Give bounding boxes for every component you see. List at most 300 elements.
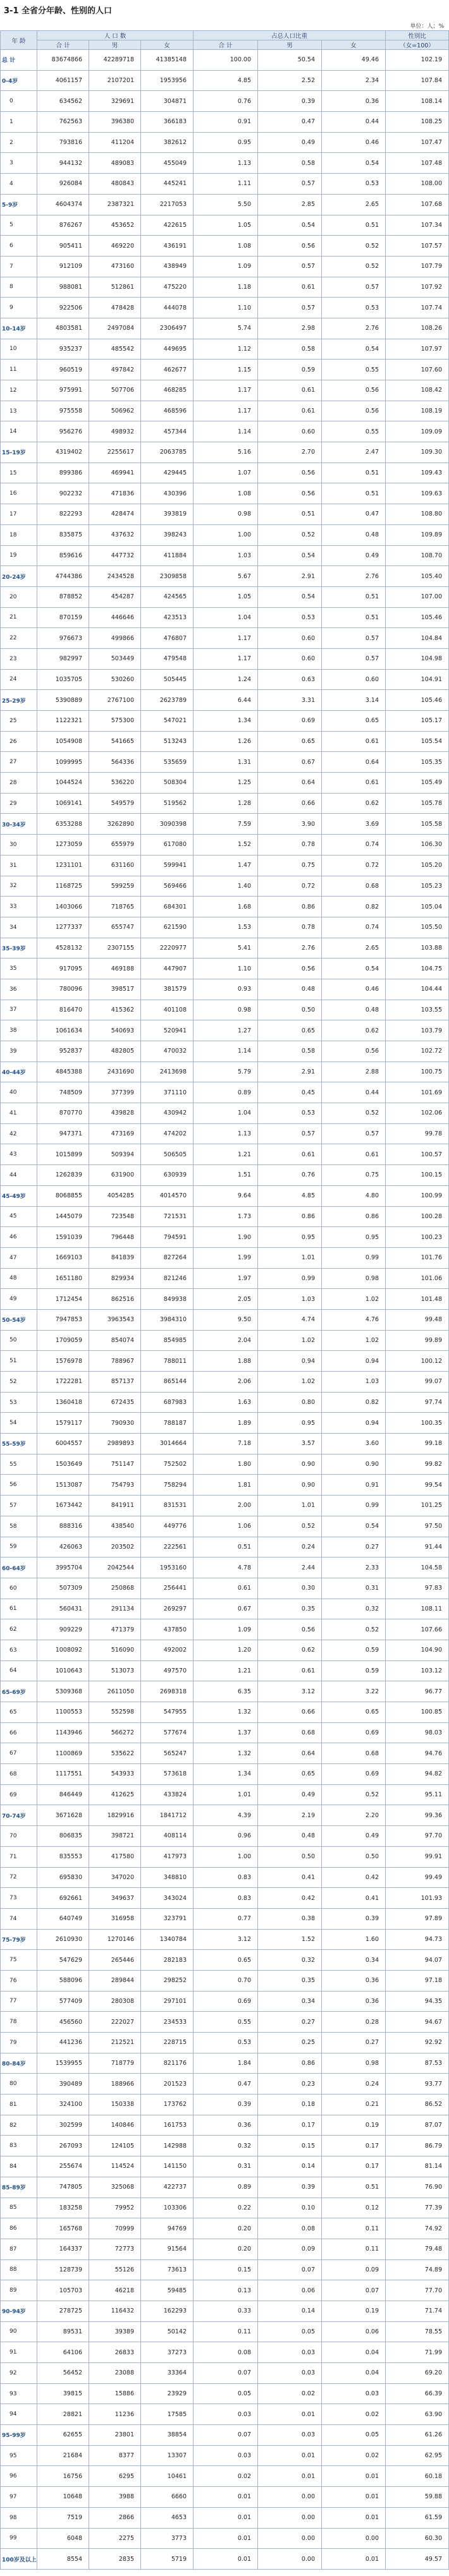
population-male-cell: 2307155 bbox=[89, 938, 141, 959]
age-cell: 5-9岁 bbox=[1, 195, 37, 215]
share-total-cell: 0.01 bbox=[194, 2508, 258, 2529]
share-female-cell: 0.53 bbox=[322, 174, 386, 195]
population-total-cell: 62655 bbox=[37, 2425, 89, 2446]
share-male-cell: 0.10 bbox=[258, 2198, 322, 2219]
population-male-cell: 291134 bbox=[89, 1599, 141, 1620]
header-sex-ratio-note: （女=100） bbox=[386, 40, 449, 50]
age-cell: 2 bbox=[1, 133, 37, 154]
share-total-cell: 0.31 bbox=[194, 2156, 258, 2177]
sex-ratio-cell: 105.46 bbox=[386, 690, 449, 711]
population-male-cell: 203502 bbox=[89, 1537, 141, 1558]
age-cell: 71 bbox=[1, 1847, 37, 1868]
sex-ratio-cell: 100.28 bbox=[386, 1207, 449, 1228]
sex-ratio-cell: 87.53 bbox=[386, 2053, 449, 2074]
sex-ratio-cell: 87.07 bbox=[386, 2115, 449, 2136]
share-male-cell: 0.61 bbox=[258, 1661, 322, 1682]
share-male-cell: 0.52 bbox=[258, 525, 322, 546]
sex-ratio-cell: 99.91 bbox=[386, 1847, 449, 1868]
share-female-cell: 0.90 bbox=[322, 1454, 386, 1475]
age-cell: 40-44岁 bbox=[1, 1062, 37, 1083]
share-female-cell: 0.74 bbox=[322, 917, 386, 938]
population-female-cell: 788011 bbox=[141, 1351, 194, 1372]
share-female-cell: 0.19 bbox=[322, 2301, 386, 2322]
age-cell: 25-29岁 bbox=[1, 690, 37, 711]
population-female-cell: 411884 bbox=[141, 546, 194, 567]
population-total-cell: 947371 bbox=[37, 1124, 89, 1145]
population-male-cell: 2275 bbox=[89, 2529, 141, 2549]
population-female-cell: 430942 bbox=[141, 1103, 194, 1124]
sex-ratio-cell: 101.06 bbox=[386, 1269, 449, 1290]
population-female-cell: 398243 bbox=[141, 525, 194, 546]
share-male-cell: 0.75 bbox=[258, 856, 322, 876]
population-total-cell: 105703 bbox=[37, 2280, 89, 2301]
population-female-cell: 508304 bbox=[141, 773, 194, 794]
age-cell: 66 bbox=[1, 1723, 37, 1744]
share-female-cell: 0.69 bbox=[322, 1764, 386, 1785]
age-cell: 89 bbox=[1, 2280, 37, 2301]
share-female-cell: 3.22 bbox=[322, 1681, 386, 1702]
header-population: 人 口 数 bbox=[37, 31, 194, 40]
population-total-cell: 747805 bbox=[37, 2177, 89, 2198]
sex-ratio-cell: 104.84 bbox=[386, 628, 449, 649]
share-male-cell: 1.52 bbox=[258, 1930, 322, 1950]
share-female-cell: 0.00 bbox=[322, 2529, 386, 2549]
population-total-cell: 183258 bbox=[37, 2198, 89, 2219]
population-female-cell: 161753 bbox=[141, 2115, 194, 2136]
share-total-cell: 1.10 bbox=[194, 298, 258, 318]
population-male-cell: 26833 bbox=[89, 2342, 141, 2363]
sex-ratio-cell: 93.77 bbox=[386, 2074, 449, 2095]
share-male-cell: 0.66 bbox=[258, 794, 322, 814]
share-female-cell: 2.88 bbox=[322, 1062, 386, 1083]
population-female-cell: 565247 bbox=[141, 1743, 194, 1764]
population-total-cell: 762563 bbox=[37, 112, 89, 133]
population-female-cell: 304871 bbox=[141, 91, 194, 112]
share-total-cell: 0.33 bbox=[194, 2301, 258, 2322]
sex-ratio-cell: 74.92 bbox=[386, 2218, 449, 2239]
population-male-cell: 2989893 bbox=[89, 1434, 141, 1454]
population-total-cell: 859616 bbox=[37, 546, 89, 567]
population-total-cell: 1015899 bbox=[37, 1144, 89, 1165]
population-female-cell: 162293 bbox=[141, 2301, 194, 2322]
share-male-cell: 0.03 bbox=[258, 2425, 322, 2446]
population-female-cell: 2220977 bbox=[141, 938, 194, 959]
share-total-cell: 1.08 bbox=[194, 483, 258, 504]
population-male-cell: 718765 bbox=[89, 897, 141, 917]
age-cell: 0 bbox=[1, 91, 37, 112]
population-female-cell: 1841712 bbox=[141, 1805, 194, 1826]
population-male-cell: 3963543 bbox=[89, 1310, 141, 1331]
population-female-cell: 569466 bbox=[141, 876, 194, 897]
population-female-cell: 758294 bbox=[141, 1475, 194, 1496]
population-male-cell: 377399 bbox=[89, 1082, 141, 1103]
population-male-cell: 790930 bbox=[89, 1413, 141, 1434]
share-total-cell: 0.05 bbox=[194, 2384, 258, 2405]
share-male-cell: 0.64 bbox=[258, 773, 322, 794]
share-female-cell: 0.36 bbox=[322, 1971, 386, 1992]
sex-ratio-cell: 86.52 bbox=[386, 2095, 449, 2115]
share-male-cell: 0.14 bbox=[258, 2156, 322, 2177]
share-male-cell: 0.00 bbox=[258, 2549, 322, 2570]
share-female-cell: 0.12 bbox=[322, 2198, 386, 2219]
share-male-cell: 0.48 bbox=[258, 1826, 322, 1847]
sex-ratio-cell: 99.07 bbox=[386, 1372, 449, 1393]
header-share-male: 男 bbox=[258, 40, 322, 50]
sex-ratio-cell: 107.60 bbox=[386, 360, 449, 380]
population-total-cell: 1099995 bbox=[37, 752, 89, 773]
share-male-cell: 0.65 bbox=[258, 732, 322, 753]
population-female-cell: 827264 bbox=[141, 1248, 194, 1269]
share-total-cell: 0.83 bbox=[194, 1868, 258, 1889]
population-female-cell: 382612 bbox=[141, 133, 194, 154]
share-female-cell: 0.99 bbox=[322, 1248, 386, 1269]
population-female-cell: 73613 bbox=[141, 2260, 194, 2281]
sex-ratio-cell: 99.89 bbox=[386, 1331, 449, 1351]
share-female-cell: 0.19 bbox=[322, 2115, 386, 2136]
age-cell: 80 bbox=[1, 2074, 37, 2095]
share-female-cell: 0.24 bbox=[322, 2074, 386, 2095]
share-total-cell: 1.28 bbox=[194, 794, 258, 814]
population-female-cell: 447907 bbox=[141, 958, 194, 979]
population-female-cell: 513243 bbox=[141, 732, 194, 753]
population-female-cell: 38854 bbox=[141, 2425, 194, 2446]
age-cell: 60-64岁 bbox=[1, 1557, 37, 1578]
share-male-cell: 0.63 bbox=[258, 670, 322, 691]
share-total-cell: 1.88 bbox=[194, 1351, 258, 1372]
population-total-cell: 1445079 bbox=[37, 1207, 89, 1228]
age-cell: 88 bbox=[1, 2260, 37, 2281]
population-female-cell: 6660 bbox=[141, 2487, 194, 2508]
share-female-cell: 2.47 bbox=[322, 442, 386, 463]
share-total-cell: 0.03 bbox=[194, 2446, 258, 2467]
share-male-cell: 0.58 bbox=[258, 153, 322, 174]
population-female-cell: 343024 bbox=[141, 1888, 194, 1909]
population-male-cell: 23801 bbox=[89, 2425, 141, 2446]
share-female-cell: 0.94 bbox=[322, 1351, 386, 1372]
share-total-cell: 1.15 bbox=[194, 360, 258, 380]
population-female-cell: 479548 bbox=[141, 649, 194, 670]
share-total-cell: 7.18 bbox=[194, 1434, 258, 1454]
sex-ratio-cell: 100.85 bbox=[386, 1702, 449, 1723]
population-female-cell: 497570 bbox=[141, 1661, 194, 1682]
share-total-cell: 0.39 bbox=[194, 2095, 258, 2115]
share-male-cell: 0.95 bbox=[258, 1413, 322, 1434]
sex-ratio-cell: 103.88 bbox=[386, 938, 449, 959]
age-cell: 28 bbox=[1, 773, 37, 794]
age-cell: 5 bbox=[1, 215, 37, 236]
population-female-cell: 468285 bbox=[141, 380, 194, 401]
share-female-cell: 0.39 bbox=[322, 1909, 386, 1930]
population-total-cell: 944132 bbox=[37, 153, 89, 174]
sex-ratio-cell: 100.15 bbox=[386, 1165, 449, 1186]
sex-ratio-cell: 108.26 bbox=[386, 318, 449, 339]
header-share-total: 合 计 bbox=[194, 40, 258, 50]
population-total-cell: 7947853 bbox=[37, 1310, 89, 1331]
age-cell: 34 bbox=[1, 917, 37, 938]
age-cell: 31 bbox=[1, 856, 37, 876]
population-female-cell: 348810 bbox=[141, 1868, 194, 1889]
population-female-cell: 5719 bbox=[141, 2549, 194, 2570]
share-total-cell: 1.06 bbox=[194, 1516, 258, 1537]
share-total-cell: 0.03 bbox=[194, 2404, 258, 2425]
population-total-cell: 695830 bbox=[37, 1868, 89, 1889]
share-female-cell: 0.74 bbox=[322, 835, 386, 856]
age-cell: 43 bbox=[1, 1144, 37, 1165]
share-male-cell: 0.35 bbox=[258, 1599, 322, 1620]
sex-ratio-cell: 78.55 bbox=[386, 2322, 449, 2343]
population-male-cell: 655979 bbox=[89, 835, 141, 856]
population-total-cell: 1168725 bbox=[37, 876, 89, 897]
share-male-cell: 0.80 bbox=[258, 1393, 322, 1413]
population-male-cell: 70999 bbox=[89, 2218, 141, 2239]
share-female-cell: 0.69 bbox=[322, 1723, 386, 1744]
sex-ratio-cell: 66.39 bbox=[386, 2384, 449, 2405]
sex-ratio-cell: 76.90 bbox=[386, 2177, 449, 2198]
age-cell: 55-59岁 bbox=[1, 1434, 37, 1454]
population-male-cell: 2767100 bbox=[89, 690, 141, 711]
header-age: 年 龄 bbox=[1, 31, 37, 50]
sex-ratio-cell: 100.23 bbox=[386, 1227, 449, 1248]
share-total-cell: 1.24 bbox=[194, 670, 258, 691]
population-male-cell: 723548 bbox=[89, 1207, 141, 1228]
population-male-cell: 469188 bbox=[89, 958, 141, 979]
sex-ratio-cell: 107.48 bbox=[386, 153, 449, 174]
share-male-cell: 0.49 bbox=[258, 1785, 322, 1806]
population-total-cell: 1117551 bbox=[37, 1764, 89, 1785]
population-female-cell: 59485 bbox=[141, 2280, 194, 2301]
share-total-cell: 0.83 bbox=[194, 1888, 258, 1909]
population-total-cell: 1403066 bbox=[37, 897, 89, 917]
share-male-cell: 0.58 bbox=[258, 339, 322, 360]
population-male-cell: 347020 bbox=[89, 1868, 141, 1889]
sex-ratio-cell: 108.42 bbox=[386, 380, 449, 401]
share-female-cell: 0.04 bbox=[322, 2342, 386, 2363]
share-male-cell: 0.90 bbox=[258, 1475, 322, 1496]
sex-ratio-cell: 109.30 bbox=[386, 442, 449, 463]
share-total-cell: 3.12 bbox=[194, 1930, 258, 1950]
age-cell: 74 bbox=[1, 1909, 37, 1930]
share-female-cell: 0.54 bbox=[322, 1516, 386, 1537]
sex-ratio-cell: 104.58 bbox=[386, 1557, 449, 1578]
population-total-cell: 634562 bbox=[37, 91, 89, 112]
sex-ratio-cell: 108.70 bbox=[386, 546, 449, 567]
population-total-cell: 870159 bbox=[37, 608, 89, 629]
share-total-cell: 4.39 bbox=[194, 1805, 258, 1826]
population-total-cell: 577409 bbox=[37, 1992, 89, 2012]
population-female-cell: 366183 bbox=[141, 112, 194, 133]
share-female-cell: 1.03 bbox=[322, 1372, 386, 1393]
population-total-cell: 441236 bbox=[37, 2033, 89, 2053]
share-total-cell: 0.98 bbox=[194, 504, 258, 525]
share-total-cell: 0.51 bbox=[194, 1537, 258, 1558]
age-cell: 18 bbox=[1, 525, 37, 546]
population-male-cell: 250868 bbox=[89, 1578, 141, 1599]
age-cell: 65-69岁 bbox=[1, 1681, 37, 1702]
share-female-cell: 0.01 bbox=[322, 2549, 386, 2570]
population-male-cell: 796448 bbox=[89, 1227, 141, 1248]
population-female-cell: 547021 bbox=[141, 711, 194, 732]
population-total-cell: 1673442 bbox=[37, 1496, 89, 1516]
sex-ratio-cell: 101.48 bbox=[386, 1289, 449, 1310]
share-total-cell: 1.37 bbox=[194, 1723, 258, 1744]
population-male-cell: 471836 bbox=[89, 483, 141, 504]
population-total-cell: 748509 bbox=[37, 1082, 89, 1103]
population-total-cell: 4845388 bbox=[37, 1062, 89, 1083]
population-female-cell: 429445 bbox=[141, 463, 194, 484]
share-total-cell: 0.20 bbox=[194, 2218, 258, 2239]
share-total-cell: 5.41 bbox=[194, 938, 258, 959]
age-cell: 90 bbox=[1, 2322, 37, 2343]
share-total-cell: 7.59 bbox=[194, 814, 258, 835]
population-female-cell: 3014664 bbox=[141, 1434, 194, 1454]
population-female-cell: 865144 bbox=[141, 1372, 194, 1393]
population-female-cell: 752502 bbox=[141, 1454, 194, 1475]
share-male-cell: 0.17 bbox=[258, 2115, 322, 2136]
share-total-cell: 1.09 bbox=[194, 1619, 258, 1640]
share-male-cell: 0.56 bbox=[258, 236, 322, 257]
share-female-cell: 0.52 bbox=[322, 236, 386, 257]
age-cell: 23 bbox=[1, 649, 37, 670]
share-male-cell: 0.39 bbox=[258, 2177, 322, 2198]
population-male-cell: 439828 bbox=[89, 1103, 141, 1124]
share-total-cell: 1.09 bbox=[194, 257, 258, 277]
age-cell: 85-89岁 bbox=[1, 2177, 37, 2198]
population-total-cell: 935237 bbox=[37, 339, 89, 360]
share-male-cell: 1.02 bbox=[258, 1331, 322, 1351]
share-total-cell: 1.26 bbox=[194, 732, 258, 753]
sex-ratio-cell: 97.18 bbox=[386, 1971, 449, 1992]
share-male-cell: 0.90 bbox=[258, 1454, 322, 1475]
population-male-cell: 672435 bbox=[89, 1393, 141, 1413]
population-total-cell: 7519 bbox=[37, 2508, 89, 2529]
population-total-cell: 1591039 bbox=[37, 1227, 89, 1248]
sex-ratio-cell: 86.79 bbox=[386, 2136, 449, 2156]
population-female-cell: 433824 bbox=[141, 1785, 194, 1806]
sex-ratio-cell: 100.75 bbox=[386, 1062, 449, 1083]
age-cell: 59 bbox=[1, 1537, 37, 1558]
population-female-cell: 423513 bbox=[141, 608, 194, 629]
population-table bbox=[0, 30, 449, 2570]
age-cell: 25 bbox=[1, 711, 37, 732]
share-male-cell: 0.62 bbox=[258, 1640, 322, 1661]
age-cell: 45-49岁 bbox=[1, 1186, 37, 1207]
age-cell: 27 bbox=[1, 752, 37, 773]
population-male-cell: 396380 bbox=[89, 112, 141, 133]
population-total-cell: 6004557 bbox=[37, 1434, 89, 1454]
share-total-cell: 5.16 bbox=[194, 442, 258, 463]
sex-ratio-cell: 61.59 bbox=[386, 2508, 449, 2529]
population-female-cell: 630939 bbox=[141, 1165, 194, 1186]
population-female-cell: 468596 bbox=[141, 401, 194, 422]
population-female-cell: 2306497 bbox=[141, 318, 194, 339]
population-female-cell: 4653 bbox=[141, 2508, 194, 2529]
sex-ratio-cell: 94.82 bbox=[386, 1764, 449, 1785]
sex-ratio-cell: 105.23 bbox=[386, 876, 449, 897]
share-female-cell: 0.52 bbox=[322, 1785, 386, 1806]
share-total-cell: 1.04 bbox=[194, 608, 258, 629]
share-male-cell: 0.32 bbox=[258, 1950, 322, 1971]
population-total-cell: 1273059 bbox=[37, 835, 89, 856]
population-female-cell: 37273 bbox=[141, 2342, 194, 2363]
sex-ratio-cell: 107.74 bbox=[386, 298, 449, 318]
share-male-cell: 0.86 bbox=[258, 897, 322, 917]
population-female-cell: 297101 bbox=[141, 1992, 194, 2012]
population-female-cell: 430396 bbox=[141, 483, 194, 504]
age-cell: 94 bbox=[1, 2404, 37, 2425]
population-male-cell: 788967 bbox=[89, 1351, 141, 1372]
population-male-cell: 754793 bbox=[89, 1475, 141, 1496]
age-cell: 45 bbox=[1, 1207, 37, 1228]
share-total-cell: 1.27 bbox=[194, 1020, 258, 1041]
sex-ratio-cell: 63.90 bbox=[386, 2404, 449, 2425]
population-total-cell: 89531 bbox=[37, 2322, 89, 2343]
population-total-cell: 1061634 bbox=[37, 1020, 89, 1041]
share-total-cell: 0.15 bbox=[194, 2260, 258, 2281]
population-total-cell: 988081 bbox=[37, 277, 89, 298]
population-male-cell: 453652 bbox=[89, 215, 141, 236]
share-female-cell: 0.68 bbox=[322, 876, 386, 897]
population-male-cell: 398517 bbox=[89, 979, 141, 1000]
share-male-cell: 0.42 bbox=[258, 1888, 322, 1909]
population-female-cell: 23929 bbox=[141, 2384, 194, 2405]
age-cell: 51 bbox=[1, 1351, 37, 1372]
share-male-cell: 0.56 bbox=[258, 463, 322, 484]
population-male-cell: 188966 bbox=[89, 2074, 141, 2095]
share-male-cell: 0.56 bbox=[258, 1619, 322, 1640]
population-male-cell: 212521 bbox=[89, 2033, 141, 2053]
population-total-cell: 975558 bbox=[37, 401, 89, 422]
sex-ratio-cell: 92.92 bbox=[386, 2033, 449, 2053]
age-cell: 10-14岁 bbox=[1, 318, 37, 339]
age-cell: 30-34岁 bbox=[1, 814, 37, 835]
share-total-cell: 1.73 bbox=[194, 1207, 258, 1228]
population-female-cell: 1953956 bbox=[141, 71, 194, 92]
share-total-cell: 0.32 bbox=[194, 2136, 258, 2156]
population-total-cell: 3671628 bbox=[37, 1805, 89, 1826]
population-male-cell: 655747 bbox=[89, 917, 141, 938]
share-total-cell: 1.17 bbox=[194, 649, 258, 670]
sex-ratio-cell: 107.00 bbox=[386, 587, 449, 608]
age-cell: 56 bbox=[1, 1475, 37, 1496]
sex-ratio-cell: 104.98 bbox=[386, 649, 449, 670]
share-total-cell: 1.17 bbox=[194, 380, 258, 401]
population-female-cell: 2063785 bbox=[141, 442, 194, 463]
population-female-cell: 371110 bbox=[141, 1082, 194, 1103]
share-female-cell: 0.01 bbox=[322, 2466, 386, 2487]
share-total-cell: 0.02 bbox=[194, 2466, 258, 2487]
population-male-cell: 516090 bbox=[89, 1640, 141, 1661]
population-female-cell: 505445 bbox=[141, 670, 194, 691]
share-female-cell: 0.48 bbox=[322, 1000, 386, 1021]
age-cell: 95 bbox=[1, 2446, 37, 2467]
share-male-cell: 1.01 bbox=[258, 1248, 322, 1269]
population-total-cell: 926084 bbox=[37, 174, 89, 195]
age-cell: 73 bbox=[1, 1888, 37, 1909]
age-cell: 97 bbox=[1, 2487, 37, 2508]
population-male-cell: 150338 bbox=[89, 2095, 141, 2115]
age-cell: 26 bbox=[1, 732, 37, 753]
population-male-cell: 454287 bbox=[89, 587, 141, 608]
share-female-cell: 0.61 bbox=[322, 1144, 386, 1165]
share-female-cell: 2.33 bbox=[322, 1557, 386, 1578]
age-cell: 21 bbox=[1, 608, 37, 629]
share-female-cell: 0.99 bbox=[322, 1496, 386, 1516]
share-female-cell: 0.36 bbox=[322, 91, 386, 112]
sex-ratio-cell: 61.26 bbox=[386, 2425, 449, 2446]
share-male-cell: 1.01 bbox=[258, 1496, 322, 1516]
age-cell: 20 bbox=[1, 587, 37, 608]
share-male-cell: 0.23 bbox=[258, 2074, 322, 2095]
